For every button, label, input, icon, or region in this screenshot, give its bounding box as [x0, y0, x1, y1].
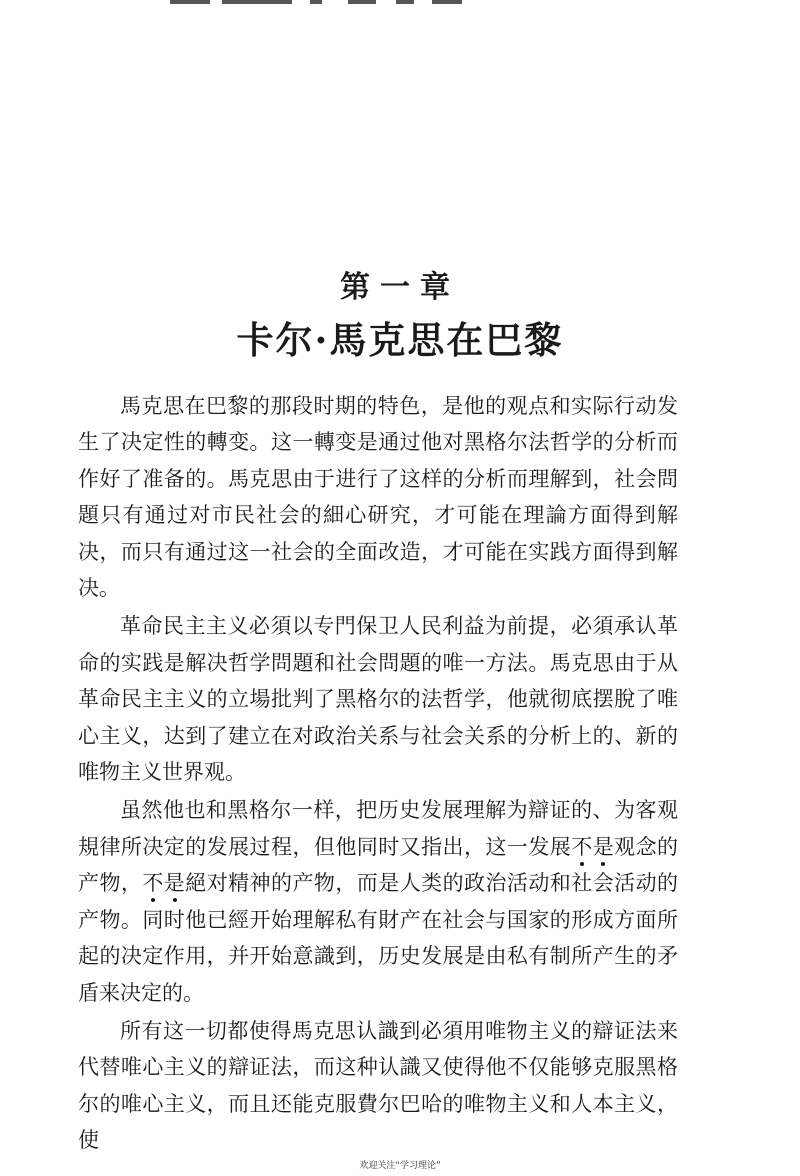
footer-note: 欢迎关注“学习理论” — [359, 1161, 441, 1171]
emph-char: 不 — [142, 871, 164, 896]
paragraph-1: 馬克思在巴黎的那段时期的特色，是他的观点和实际行动发生了决定性的轉变。这一轉变是通过他对黑格尔法哲学的分析而作好了准备的。馬克思由于进行了这样的分析而理解到，社会問題只有通过对市民社会的細心研究，才可能在理論方面得到解决，而只有通过这一社会的全面改造，才可能在实践方面得到解决。 — [78, 394, 678, 601]
chapter-title: 卡尔·馬克思在巴黎 — [236, 318, 564, 362]
emphasis-not-is-1 — [571, 835, 614, 859]
paragraph-3-text-b: 观念的产物， — [78, 834, 679, 896]
body-text — [78, 388, 678, 1161]
paragraph-4: 所有这一切都使得馬克思认識到必須用唯物主义的辯证法来代替唯心主义的辯证法，而这种认識又使得他不仅能够克服黑格尔的唯心主义，而且还能克服費尔巴哈的唯物主义和人本主义，使 — [78, 1018, 678, 1153]
emph-char: 是 — [163, 871, 186, 896]
scan-artifact — [170, 0, 470, 6]
paragraph-3 — [78, 792, 678, 1010]
emph-char: 是 — [592, 834, 615, 859]
chapter-number: 第一章 — [340, 270, 460, 305]
emph-char: 不 — [571, 834, 593, 859]
emphasis-not-is-2 — [142, 871, 185, 895]
paragraph-2: 革命民主主义必須以专門保卫人民利益为前提，必須承认革命的实践是解决哲学問題和社会問題的唯一方法。馬克思由于从革命民主主义的立場批判了黑格尔的法哲学，他就彻底摆脫了唯心主义，达到了建立在对政治关系与社会关系的分析上的、新的唯物主义世界观。 — [78, 614, 678, 785]
paragraph-3-text-c: 絕对精神的产物，而是人类的政治活动和社会活动的产物。同时他已經开始理解私有財产在社会与国家的形成方面所起的决定作用，并开始意識到，历史发展是由私有制所产生的矛盾来决定的。 — [78, 871, 679, 1005]
paragraph-3-text-a: 虽然他也和黑格尔一样，把历史发展理解为辯证的、为客观規律所决定的发展过程，但他同时又指出，这一发展 — [78, 798, 678, 859]
